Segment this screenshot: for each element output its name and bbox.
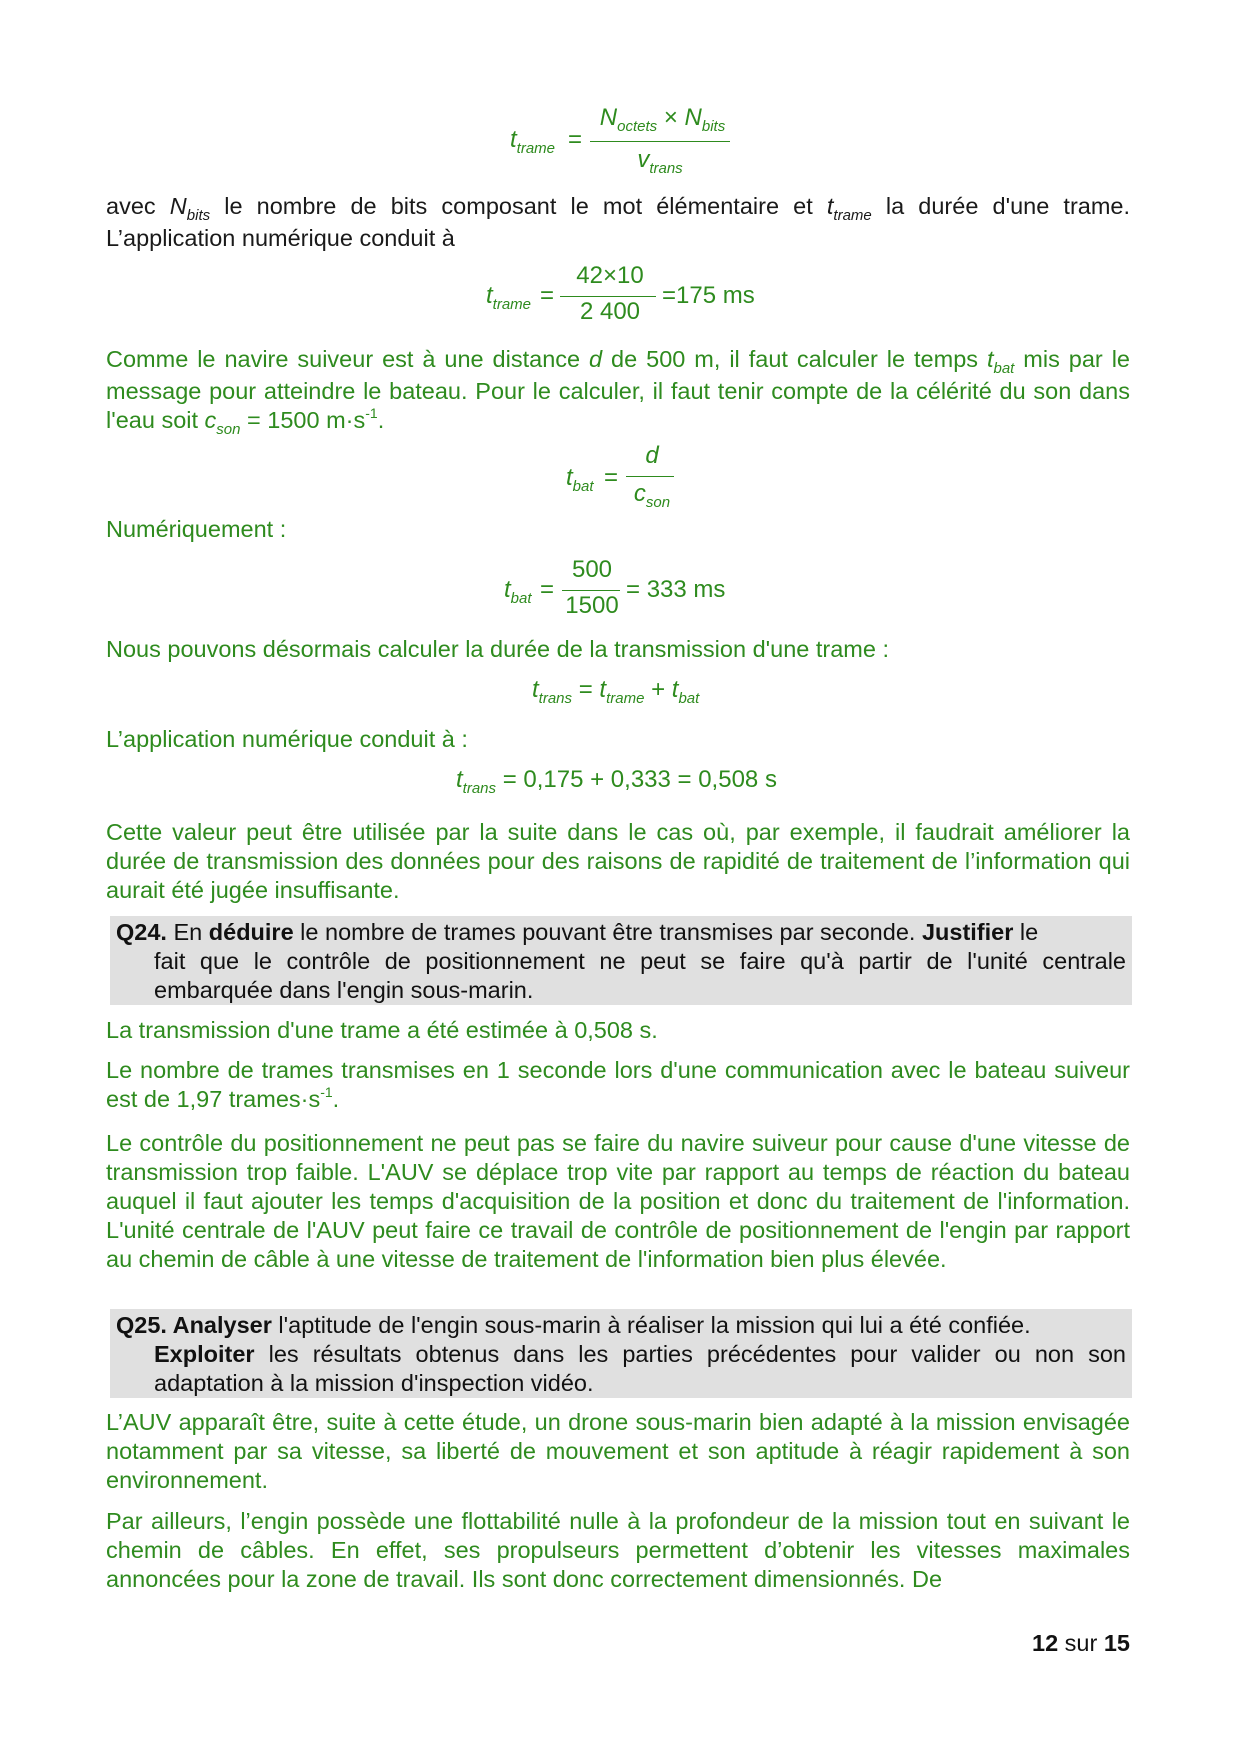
eq-c-sub: bat [678, 690, 700, 707]
equation-t-trame-value: $t_{trame}$ = 42×10 2 400 =175 ms [486, 262, 755, 325]
paragraph-nombre-trames [106, 1056, 1130, 1117]
text: sur [1058, 1630, 1104, 1656]
text: de 500 m, il faut calculer le temps [602, 346, 987, 372]
fraction-bar [626, 476, 674, 477]
eq-rhs: 0,175 + 0,333 = 0,508 s [523, 766, 777, 793]
eq-c: t [671, 676, 679, 703]
exponent: -1 [320, 1084, 333, 1100]
eq-a-sub: trans [538, 690, 573, 707]
text: . [377, 407, 385, 433]
var-t: t [986, 346, 994, 372]
var-c-sub: son [216, 421, 241, 438]
var-n-sub: bits [186, 207, 211, 224]
text: avec [106, 193, 170, 219]
fraction-bar [560, 296, 656, 297]
eq-lhs-sub: trans [462, 780, 497, 797]
var-d: d [589, 346, 603, 372]
eq-num: 500 [571, 556, 613, 583]
paragraph-numeriquement: Numériquement : [106, 516, 287, 542]
eq-den-sub: son [645, 494, 671, 511]
paragraph-auv-adapte: L’AUV apparaît être, suite à cette étude, un drone sous-marin bien adapté à la mission envisagée notamment par sa vitesse, sa liberté de mouvement et son aptitude à réagir rapidement à son environnement. [106, 1409, 1130, 1493]
keyword: Analyser [166, 1312, 272, 1338]
eq-num: d [645, 442, 659, 469]
var-t: t [826, 193, 834, 219]
exponent: -1 [365, 405, 378, 421]
eq-num-a-sub: octets [617, 118, 658, 135]
question-text: fait que le contrôle de positionnement ne peut se faire qu'à partir de l'unité centrale embarquée dans l'engin sous-marin. [154, 948, 1126, 1003]
page-number [1032, 1630, 1130, 1657]
keyword: Exploiter [154, 1341, 255, 1367]
question-q25 [110, 1309, 1132, 1398]
equation-t-trans-value: $t_{trans} = 0,175 + 0,333 = 0,508$ s [456, 766, 777, 797]
eq-num-b: N [684, 104, 702, 131]
question-label: Q25. [116, 1312, 167, 1338]
eq-lhs: t [486, 282, 493, 309]
paragraph-estimation: La transmission d'une trame a été estimée à 0,508 s. [106, 1017, 658, 1043]
eq-b-sub: trame [606, 690, 645, 707]
equation-t-bat-value: $t_{bat}$ = 500 1500 = 333 ms [504, 556, 726, 619]
paragraph-distance [106, 345, 1130, 438]
eq-den: c [633, 480, 646, 507]
keyword: déduire [208, 919, 294, 945]
eq-den: 2 400 [579, 298, 641, 325]
eq-lhs: t [456, 766, 463, 793]
keyword: Justifier [921, 919, 1014, 945]
text: le nombre de bits composant le mot élémentaire et [210, 193, 827, 219]
eq-den: 1500 [565, 592, 619, 619]
text: la durée d'une trame. L’application numérique conduit à [106, 193, 1131, 251]
paragraph-definition [106, 192, 1130, 253]
fraction-bar [590, 141, 730, 142]
text: le nombre de trames pouvant être transmises par seconde. [293, 919, 922, 945]
eq-lhs-sub: bat [510, 590, 532, 607]
eq-lhs-sub: trame [492, 296, 532, 313]
paragraph-application: L’application numérique conduit à : [106, 726, 468, 752]
question-label: Q24. [116, 919, 167, 945]
fraction-bar [562, 590, 620, 591]
var-t-sub: bat [993, 360, 1015, 377]
eq-lhs: t [510, 126, 517, 153]
question-text: les résultats obtenus dans les parties précédentes pour valider ou non son adaptation à la mission d'inspection vidéo. [154, 1341, 1126, 1396]
equation-t-trans-formula: $t_{trans} = t_{trame} + t_{bat}$ [532, 676, 700, 707]
eq-a: t [532, 676, 539, 703]
text: Comme le navire suiveur est à une distance [106, 346, 590, 372]
var-n: N [169, 193, 187, 219]
eq-num: 42×10 [576, 262, 644, 289]
eq-den-sub: trans [649, 160, 683, 177]
question-q24 [110, 916, 1132, 1005]
text: l'aptitude de l'engin sous-marin à réaliser la mission qui lui a été confiée. [271, 1312, 1031, 1338]
paragraph-controle: Le contrôle du positionnement ne peut pas se faire du navire suiveur pour cause d'une vitesse de transmission trop faible. L'AUV se déplace trop vite par rapport au temps de réaction du bateau auquel il faut ajouter les temps d'acquisition de la position et donc du traitement de l'information. L'unité centrale de l'AUV peut faire ce travail de contrôle de positionnement de l'engin par rapport au chemin de câble à une vitesse de traitement de l'information bien plus élevée. [106, 1130, 1130, 1272]
equation-t-trame-formula: $t_{trame}$ = $N_{octets} \times N_{bits}$ $v_{trans}$ [510, 104, 730, 180]
eq-den: v [637, 146, 650, 173]
eq-result: 333 ms [646, 576, 726, 603]
text: En [166, 919, 209, 945]
eq-num-b-sub: bits [701, 118, 726, 135]
var-c: c [204, 407, 217, 433]
var-t-sub: trame [833, 207, 872, 224]
eq-lhs: t [504, 576, 511, 603]
text: . [332, 1086, 340, 1112]
eq-lhs-sub: bat [572, 478, 594, 495]
text: le [1013, 919, 1039, 945]
equation-t-bat-formula: $t_{bat}$ = d $c_{son}$ [566, 442, 686, 518]
eq-b: t [599, 676, 607, 703]
paragraph-flottabilite: Par ailleurs, l’engin possède une flottabilité nulle à la profondeur de la mission tout en suivant le chemin de câbles. En effet, ses propulseurs permettent d’obtenir les vitesses maximales annoncées pour la zone de travail. Ils sont donc correctement dimensionnés. De [106, 1508, 1130, 1592]
text: mis par le message pour atteindre le bateau. Pour le calculer, il faut tenir compte de la célérité du son dans l'eau soit [106, 346, 1130, 433]
text: Le nombre de trames transmises en 1 seconde lors d'une communication avec le bateau suiveur est de 1,97 trames·s [106, 1057, 1130, 1112]
total-pages: 15 [1103, 1630, 1130, 1656]
text: = 1500 m·s [240, 407, 366, 433]
eq-num-a: N [599, 104, 618, 131]
eq-lhs: t [566, 464, 573, 491]
current-page: 12 [1032, 1630, 1059, 1656]
paragraph-transmission-intro: Nous pouvons désormais calculer la durée de la transmission d'une trame : [106, 636, 889, 662]
eq-result: 175 ms [676, 282, 755, 309]
paragraph-cette-valeur: Cette valeur peut être utilisée par la suite dans le cas où, par exemple, il faudrait améliorer la durée de transmission des données pour des raisons de rapidité de traitement de l’information qui aurait été jugée insuffisante. [106, 819, 1130, 903]
eq-lhs-sub: trame [516, 140, 556, 157]
